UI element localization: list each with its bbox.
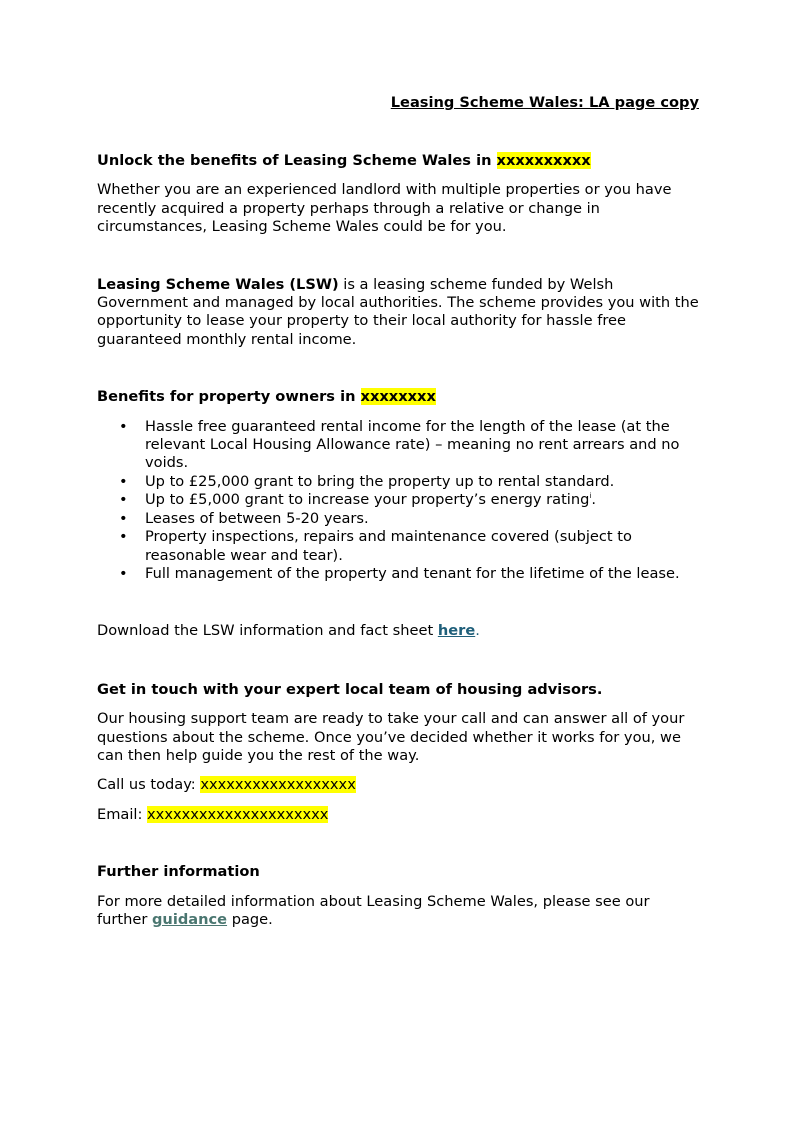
list-item: • Hassle free guaranteed rental income for the length of the lease (at the relevant Local Housing Allowance rate) – meaning no rent arrears and no voids.	[97, 418, 699, 473]
intro-heading-text: Unlock the benefits of Leasing Scheme Wales in	[97, 152, 497, 169]
download-suffix: .	[475, 622, 480, 640]
list-item-text: Up to £5,000 grant to increase your property’s energy rating	[145, 491, 590, 509]
benefits-heading-text: Benefits for property owners in	[97, 388, 361, 406]
benefits-list	[97, 418, 699, 584]
intro-heading-placeholder: xxxxxxxxxx	[496, 152, 591, 169]
further-text-before: For more detailed information about Leasing Scheme Wales, please see our further	[97, 892, 650, 928]
call-placeholder: xxxxxxxxxxxxxxxxxx	[200, 776, 356, 794]
about-text: is a leasing scheme funded by Welsh Government and managed by local authorities. The scheme provides you with the opportunity to lease your property to their local authority for hassle free guaranteed monthly rental income.	[97, 275, 699, 348]
contact-heading: Get in touch with your expert local team of housing advisors.	[97, 680, 603, 698]
list-item: • Full management of the property and tenant for the lifetime of the lease.	[97, 565, 699, 583]
list-item	[97, 491, 699, 509]
endnote-reference[interactable]: i	[589, 492, 592, 501]
download-text: Download the LSW information and fact sheet	[97, 622, 434, 640]
contact-paragraph: Our housing support team are ready to take your call and can answer all of your questions about the scheme. Once you’ve decided whether it works for you, we can then help guide you the rest of the way.	[97, 710, 685, 764]
factsheet-link[interactable]: here	[437, 622, 476, 640]
email-line	[97, 806, 699, 824]
download-paragraph	[97, 622, 699, 640]
about-paragraph	[97, 276, 699, 350]
intro-heading	[97, 152, 699, 170]
intro-paragraph: Whether you are an experienced landlord with multiple properties or you have recently acquired a property perhaps through a relative or change in circumstances, Leasing Scheme Wales could be for you.	[97, 181, 672, 236]
document-title: Leasing Scheme Wales: LA page copy	[390, 94, 699, 111]
guidance-link[interactable]: guidance	[151, 910, 228, 928]
call-label: Call us today:	[97, 776, 201, 794]
email-placeholder: xxxxxxxxxxxxxxxxxxxxx	[147, 805, 329, 823]
document-page	[97, 94, 699, 929]
benefits-heading	[97, 388, 699, 406]
further-text-after: page.	[227, 910, 273, 928]
call-line	[97, 776, 699, 794]
list-item: • Property inspections, repairs and maintenance covered (subject to reasonable wear and tear).	[97, 528, 699, 565]
benefits-heading-placeholder: xxxxxxxx	[360, 388, 436, 406]
email-label: Email:	[97, 805, 148, 823]
further-paragraph	[97, 893, 699, 930]
further-heading: Further information	[97, 863, 260, 881]
list-item-suffix: .	[591, 491, 596, 509]
about-bold-lead: Leasing Scheme Wales (LSW)	[97, 275, 339, 293]
list-item: • Leases of between 5-20 years.	[97, 510, 699, 528]
list-item: • Up to £25,000 grant to bring the property up to rental standard.	[97, 473, 699, 491]
